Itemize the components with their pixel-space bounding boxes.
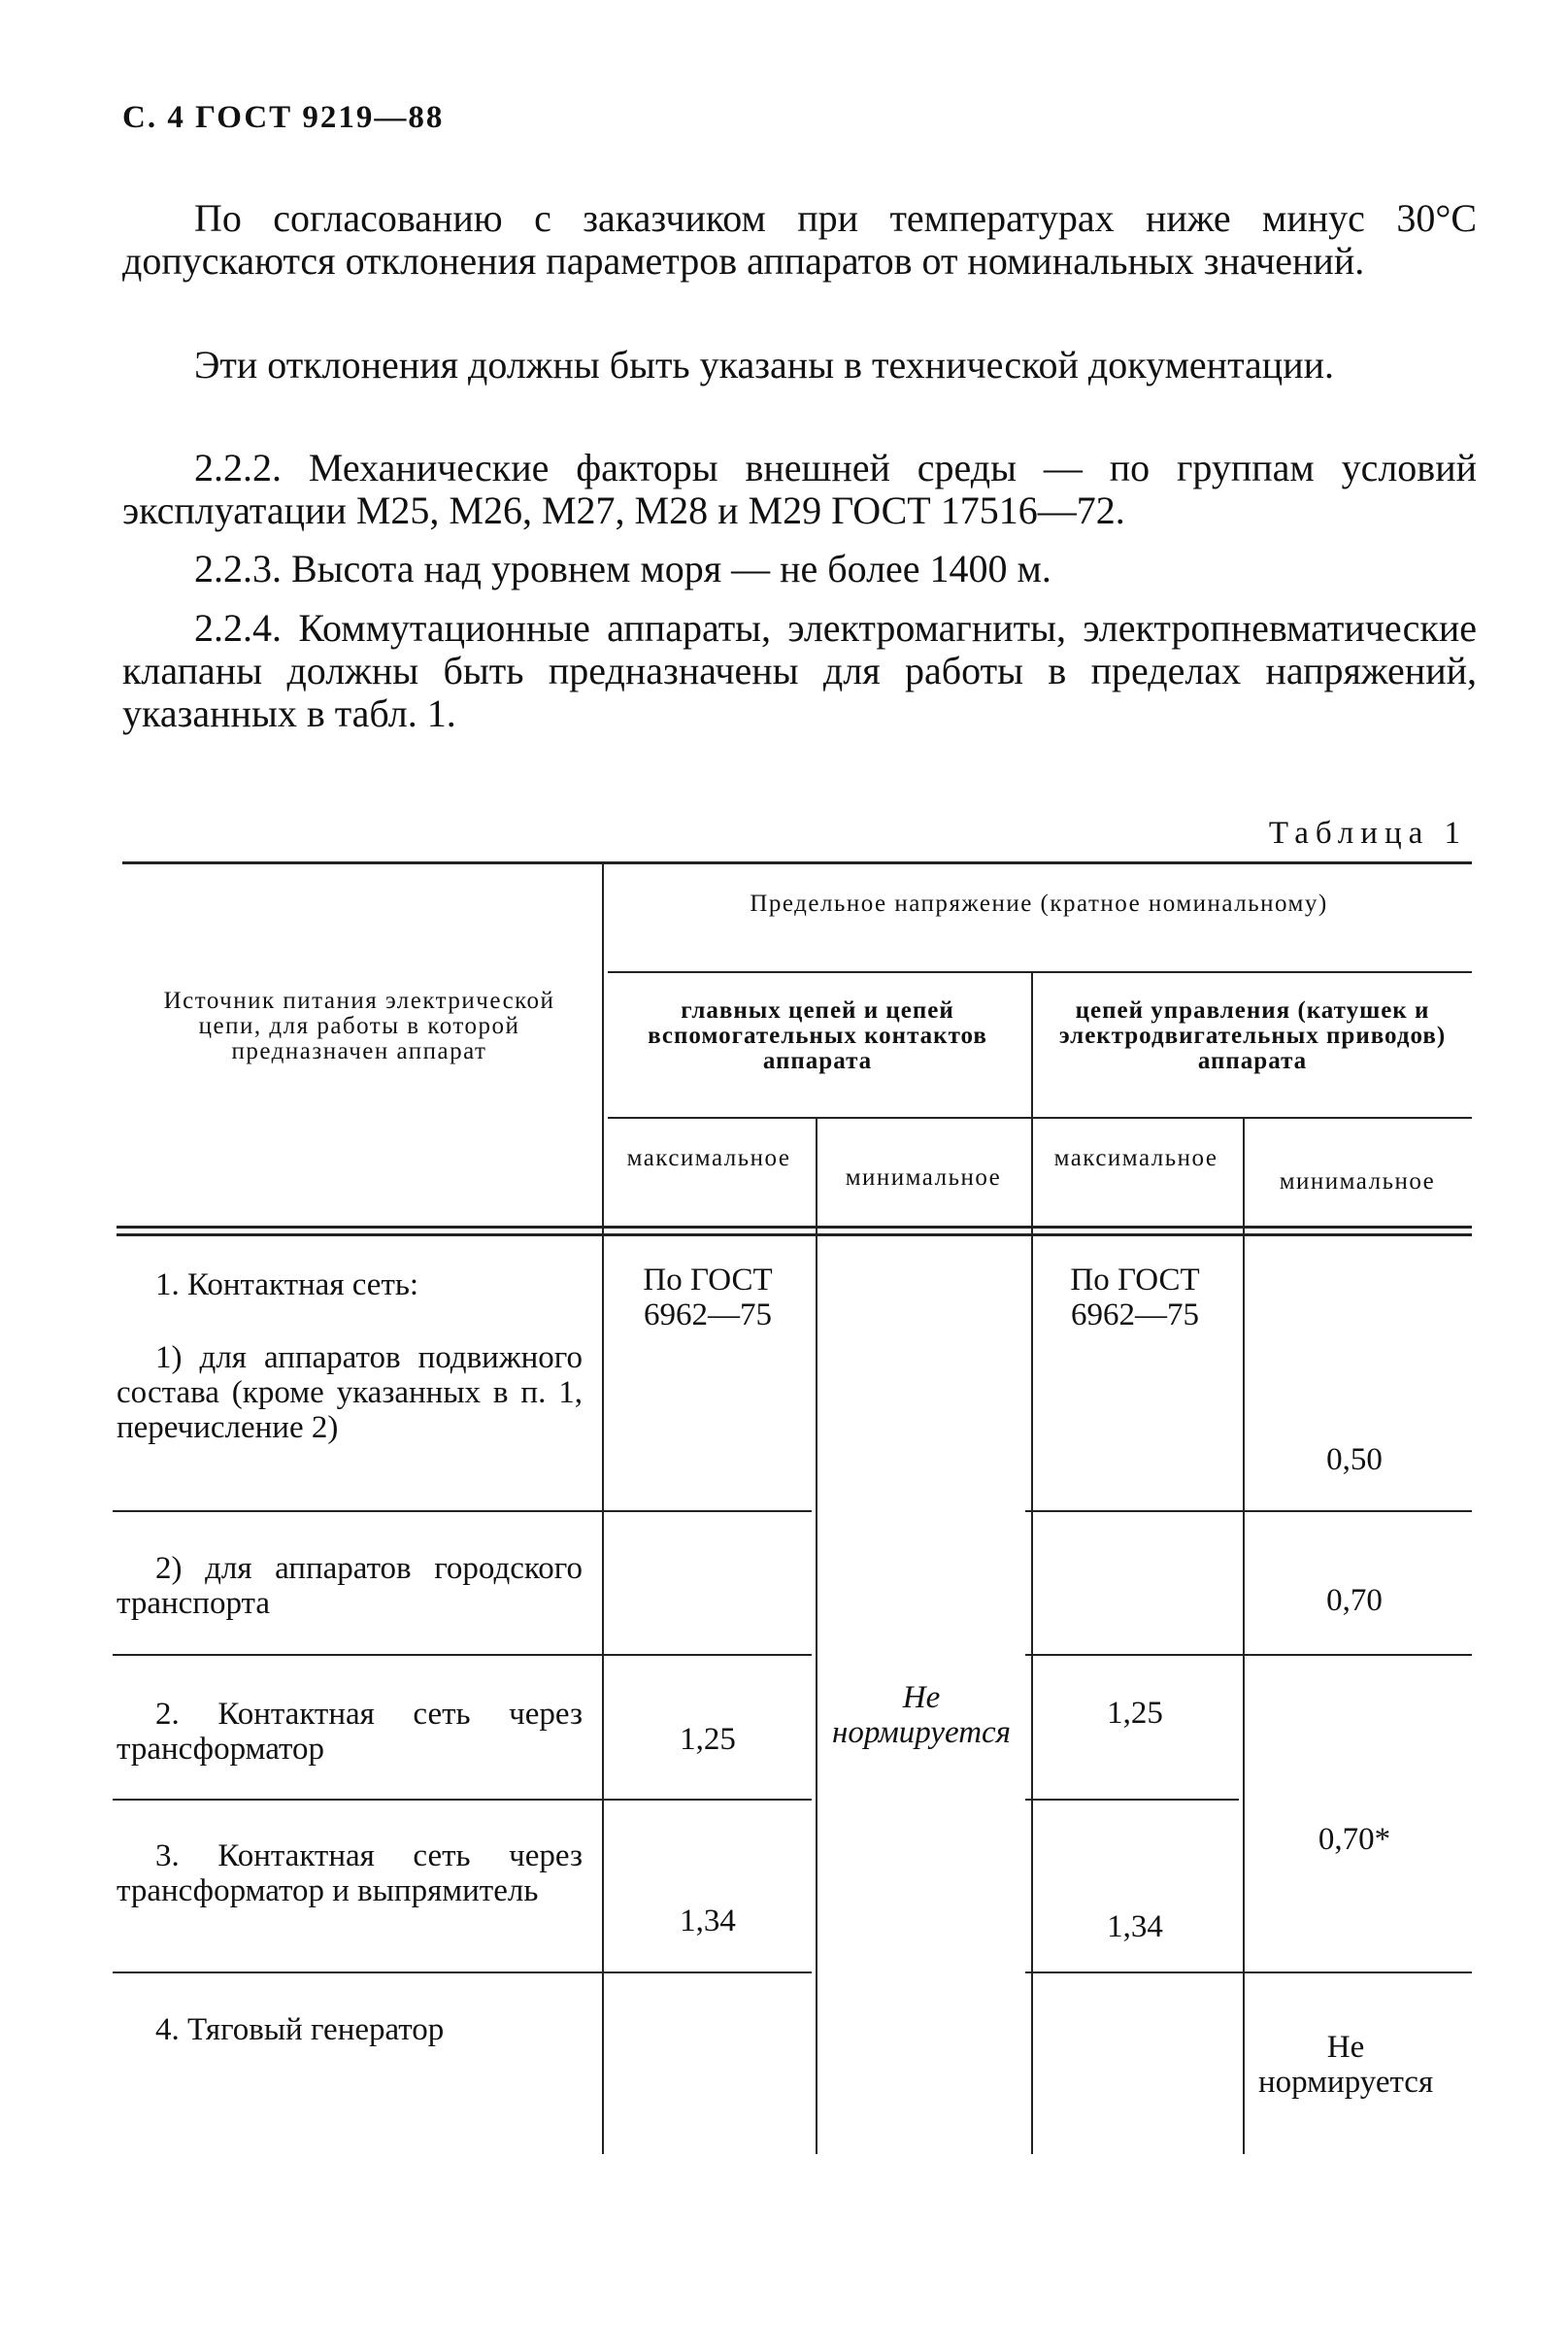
header-source: Источник питания электрической цепи, для работы в которой предназначен аппарат	[163, 988, 555, 1064]
row-rule-1a	[113, 1510, 812, 1512]
row-2-3-control-min: 0,70*	[1318, 1822, 1391, 1857]
row-rule-4b	[1025, 1971, 1472, 1973]
row-rule-1b	[1025, 1510, 1472, 1512]
header-limit-voltage: Предельное напряжение (кратное номинальному)	[750, 891, 1328, 917]
table-caption: Таблица 1	[1268, 816, 1467, 851]
row-3-label: 3. Контактная сеть через трансформатор и выпрямитель	[117, 1838, 583, 1908]
gost-control-max: По ГОСТ 6962—75	[1070, 1263, 1200, 1332]
row-1b-control-min: 0,70	[1326, 1583, 1383, 1618]
header-rule-1	[608, 971, 1472, 973]
header-bottom-rule-b	[117, 1233, 1472, 1236]
row-2-control-max: 1,25	[1107, 1696, 1163, 1731]
paragraph-2: Эти отклонения должны быть указаны в технической документации.	[194, 343, 1335, 387]
row-3-main-max: 1,34	[680, 1904, 736, 1938]
header-min-control: минимальное	[1279, 1168, 1436, 1195]
col-rule-2	[816, 1117, 817, 2154]
main-min-not-normed: Не нормируется	[831, 1680, 1012, 1750]
row-rule-2a	[113, 1654, 812, 1656]
paragraph-3: 2.2.2. Механические факторы внешней среды — по группам условий эксплуатации М25, М26, М27, М28 и М29 ГОСТ 17516—72.	[122, 446, 1477, 532]
row-2-label: 2. Контактная сеть через трансформатор	[117, 1697, 583, 1767]
paragraph-1: По согласованию с заказчиком при температурах ниже минус 30°С допускаются отклонения параметров аппаратов от номинальных значений.	[122, 196, 1477, 283]
row-1-title: 1. Контактная сеть:	[155, 1267, 419, 1302]
header-max-control: максимальное	[1053, 1145, 1218, 1171]
header-min-main: минимальное	[845, 1164, 1002, 1191]
row-rule-3b	[1025, 1799, 1239, 1801]
col-rule-4	[1243, 1117, 1245, 2154]
row-1-sub-1: 1) для аппаратов подвижного состава (кроме указанных в п. 1, перечисление 2)	[117, 1340, 583, 1445]
header-main-circuits: главных цепей и цепей вспомогательных контактов аппарата	[648, 997, 987, 1074]
header-rule-2	[608, 1117, 1472, 1119]
row-1-control-min: 0,50	[1326, 1442, 1383, 1477]
row-4-control-min: Не нормируется	[1258, 2030, 1434, 2100]
header-control-circuits: цепей управления (катушек и электродвигательных приводов) аппарата	[1058, 997, 1447, 1074]
row-rule-3a	[113, 1799, 812, 1801]
gost-main-max: По ГОСТ 6962—75	[643, 1263, 773, 1332]
row-3-control-max: 1,34	[1107, 1909, 1163, 1944]
row-2-main-max: 1,25	[680, 1722, 736, 1757]
row-rule-4a	[113, 1971, 812, 1973]
row-rule-2b	[1025, 1654, 1472, 1656]
col-rule-3	[1031, 971, 1033, 2154]
running-header: С. 4 ГОСТ 9219—88	[122, 100, 445, 135]
col-rule-1	[602, 862, 604, 2154]
row-1-sub-2: 2) для аппаратов городского транспорта	[117, 1551, 583, 1621]
paragraph-5: 2.2.4. Коммутационные аппараты, электромагниты, электропневматические клапаны должны быть предназначены для работы в пределах напряжений, указанных в табл. 1.	[122, 606, 1477, 735]
row-4-label: 4. Тяговый генератор	[155, 2012, 445, 2047]
paragraph-4: 2.2.3. Высота над уровнем моря — не более 1400 м.	[194, 547, 1051, 590]
header-max-main: максимальное	[626, 1145, 791, 1171]
header-bottom-rule-a	[117, 1226, 1472, 1229]
table-top-rule	[122, 861, 1472, 864]
